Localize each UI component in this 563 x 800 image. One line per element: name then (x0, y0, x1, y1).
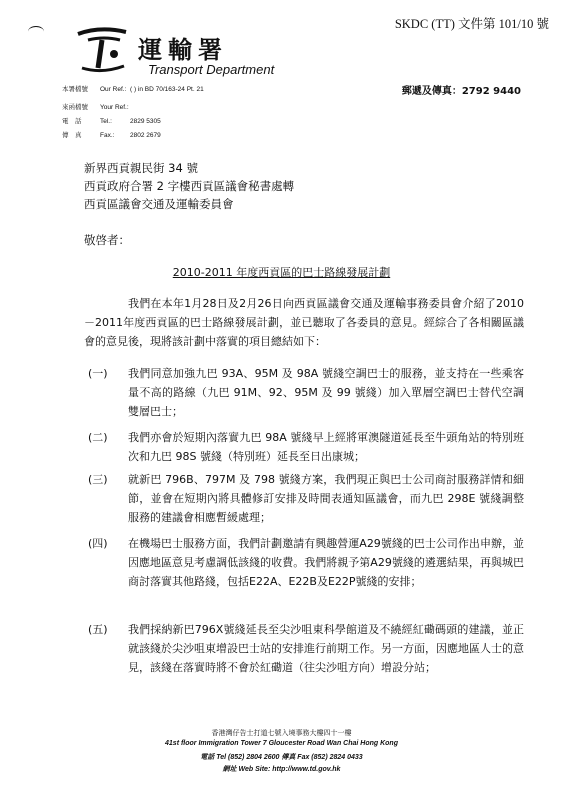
item-text: 就新巴 796B、797M 及 798 號綫方案，我們現正與巴士公司商討服務詳情和細節，並會在短期內將具體修訂安排及時間表通知區議會，而九巴 298E 號綫調整服務的建議會相應暫緩處理； (128, 473, 524, 524)
address-line: 新界西貢親民街 34 號 (84, 161, 198, 175)
tel-label: 電 話 (62, 118, 82, 125)
footer-website: 網址 Web Site: http://www.td.gov.hk (222, 766, 341, 773)
our-ref-label-en: Our Ref.: (100, 86, 127, 93)
footer-address-english: 41st floor Immigration Tower 7 Gloucester Road Wan Chai Hong Kong (165, 740, 398, 747)
address-line: 西貢政府合署 2 字樓西貢區議會秘書處轉 (84, 179, 295, 193)
our-ref-row (62, 84, 204, 93)
salutation: 敬啓者： (84, 233, 130, 247)
item-text: 我們採納新巴796X號綫延長至尖沙咀東科學館道及不繞經紅磡碼頭的建議，並正就該綫於尖沙咀東增設巴士站的安排進行前期工作。另一方面，因應地區人士的意見，該綫在落實時將不會於紅磡道（往尖沙咀方向）增設分站； (128, 623, 524, 674)
document-reference: SKDC (TT) 文件第 101/10 號 (394, 17, 549, 31)
item-text: 我們同意加強九巴 93A、95M 及 98A 號綫空調巴士的服務，並支持在一些乘客量不高的路線（九巴 91M、92、95M 及 99 號綫）加入單層空調巴士替代空調雙層巴士； (128, 367, 524, 418)
footer-address-chinese: 香港灣仔告士打道七號入境事務大樓四十一樓 (211, 730, 352, 737)
item-number: (五) (88, 623, 108, 636)
item-text: 在機場巴士服務方面，我們計劃邀請有興趣營運A29號綫的巴士公司作出申辦，並因應地區意見考慮調低該綫的收費。我們將親予第A29號綫的遴選結果，再與城巴商討落實其他路綫，包括E22A、E22B及E22P號綫的安排； (128, 537, 524, 588)
tel-row (62, 116, 161, 125)
tel-label-en: Tel.: (100, 118, 112, 125)
your-ref-row (62, 102, 130, 111)
department-name-english: Transport Department (148, 62, 275, 77)
intro-paragraph: 我們在本年1月28日及2月26日向西貢區議會交通及運輸事務委員會介紹了2010－2011年度西貢區的巴士路線發展計劃，並已聽取了各委員的意見。經綜合了各相關區議會的意見後，現將該計劃中落實的項目總結如下： (84, 297, 524, 348)
your-ref-label-en: Your Ref.: (100, 104, 129, 111)
letter-title: 2010-2011 年度西貢區的巴士路線發展計劃 (172, 266, 391, 279)
item-number: (二) (88, 431, 108, 444)
fax-label: 傳 真 (62, 132, 82, 139)
fax-row (62, 130, 161, 139)
footer-tel-fax: 電話 Tel (852) 2804 2600 傳真 Fax (852) 2824 0433 (200, 754, 363, 761)
your-ref-label: 來函檔號 (62, 104, 88, 111)
fax-label-en: Fax.: (100, 132, 115, 139)
mail-fax-number: 郵遞及傳真：2792 9440 (401, 86, 521, 97)
item-number: (四) (88, 537, 108, 550)
fax-value: 2802 2679 (130, 132, 161, 139)
our-ref-value: ( ) in BD 70/163-24 Pt. 21 (130, 86, 204, 93)
item-number: (一) (88, 367, 108, 380)
address-line: 西貢區議會交通及運輸委員會 (84, 197, 234, 211)
list-item (84, 428, 524, 466)
list-item (84, 620, 524, 677)
our-ref-label: 本署檔號 (62, 86, 88, 93)
list-item (84, 364, 524, 421)
department-name-chinese: 運輸署 (138, 36, 228, 64)
item-number: (三) (88, 473, 108, 486)
tel-value: 2829 5305 (130, 118, 161, 125)
item-text: 我們亦會於短期內落實九巴 98A 號綫早上經將軍澳隧道延長至牛頭角站的特別班次和九巴 98S 號綫（特別班）延長至日出康城； (128, 431, 524, 463)
list-item (84, 470, 524, 527)
list-item (84, 534, 524, 591)
corner-mark (28, 26, 44, 37)
transport-department-logo (74, 24, 130, 76)
